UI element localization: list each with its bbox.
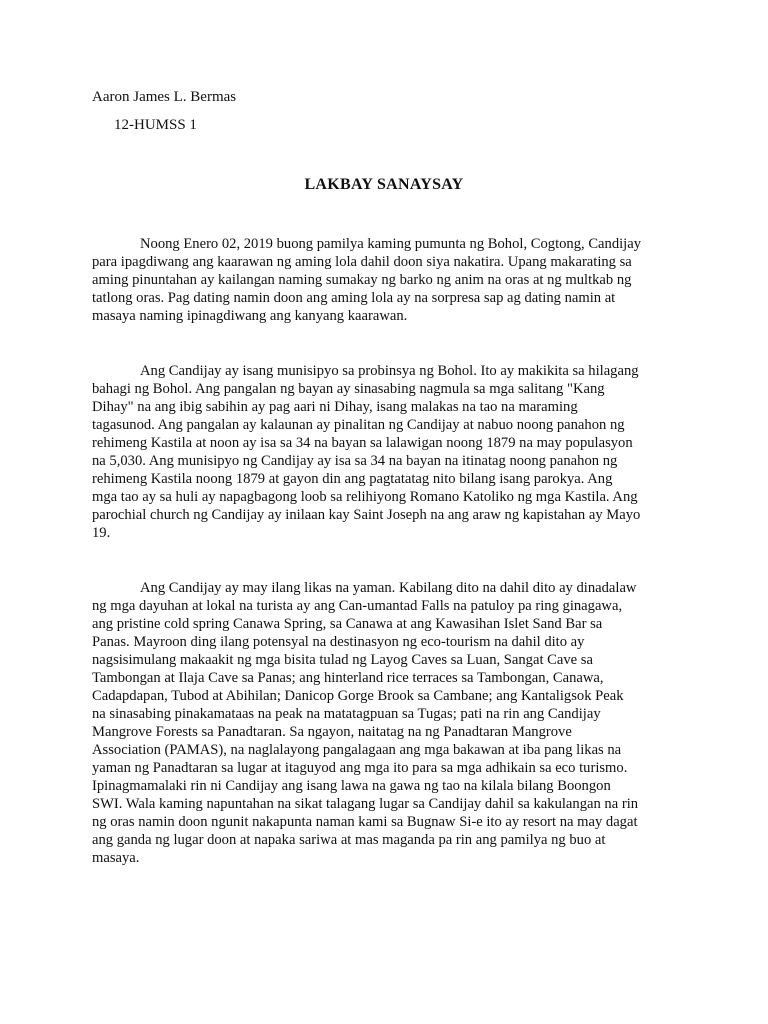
paragraph-line: ang pristine cold spring Canawa Spring, sa Canawa at ang Kawasihan Islet Sand Bar sa bbox=[92, 616, 603, 632]
paragraph-line: Ipinagmamalaki rin ni Candijay ang isang lawa na gawa ng tao na kilala bilang Boongon bbox=[92, 778, 611, 794]
paragraph-line: na sinasabing pinakamataas na peak na matatagpuan sa Tugas; pati na rin ang Candijay bbox=[92, 706, 601, 722]
paragraph-line: Panas. Mayroon ding ilang potensyal na destinasyon ng eco-tourism na dahil dito ay bbox=[92, 634, 585, 650]
paragraph-line: Noong Enero 02, 2019 buong pamilya kaming pumunta ng Bohol, Cogtong, Candijay bbox=[140, 236, 642, 252]
paragraph-line: aming pinuntahan ay kailangan naming sumakay ng barko ng anim na oras at ng multkab ng bbox=[92, 272, 632, 288]
paragraph-line: Tambongan at Ilaja Cave sa Panas; ang hinterland rice terraces sa Tambongan, Canawa, bbox=[92, 670, 604, 686]
paragraph-line: rehimeng Kastila at noon ay isa sa 34 na bayan sa lalawigan noong 1879 na may populasyon bbox=[92, 435, 633, 451]
paragraph-line: nagsisimulang makaakit ng mga bisita tulad ng Layog Caves sa Luan, Sangat Cave sa bbox=[92, 652, 593, 668]
paragraph-line: masaya. bbox=[92, 850, 140, 866]
paragraph-line: rehimeng Kastila noong 1879 at gayon din ang pagtatatag nito bilang isang parokya. Ang bbox=[92, 471, 613, 487]
paragraph-line: ang ganda ng lugar doon at napaka sariwa at mas maganda pa rin ang pamilya ng buo at bbox=[92, 832, 606, 848]
paragraph-line: 19. bbox=[92, 525, 111, 541]
paragraph-line: Association (PAMAS), na naglalayong pangalagaan ang mga bakawan at iba pang likas na bbox=[92, 742, 622, 758]
paragraph-line: Ang Candijay ay may ilang likas na yaman. Kabilang dito na dahil dito ay dinadalaw bbox=[140, 580, 637, 596]
paragraph-line: masaya naming ipinagdiwang ang kanyang kaarawan. bbox=[92, 308, 408, 324]
paragraph-line: yaman ng Panadtaran sa lugar at itaguyod ang mga ito para sa mga adhikain sa eco turismo. bbox=[92, 760, 628, 776]
paragraph-line: bahagi ng Bohol. Ang pangalan ng bayan ay sinasabing nagmula sa mga salitang "Kang bbox=[92, 381, 605, 397]
paragraph-line: Ang Candijay ay isang munisipyo sa probinsya ng Bohol. Ito ay makikita sa hilagang bbox=[140, 363, 639, 379]
paragraph-line: tatlong oras. Pag dating namin doon ang aming lola ay na sorpresa sap ag dating namin at bbox=[92, 290, 616, 306]
paragraph-line: para ipagdiwang ang kaarawan ng aming lola dahil doon siya nakatira. Upang makarating sa bbox=[92, 254, 632, 270]
paragraph-line: tagasunod. Ang pangalan ay kalaunan ay pinalitan ng Candijay at nabuo noong panahon ng bbox=[92, 417, 625, 433]
paragraph-1 bbox=[92, 235, 682, 325]
paragraph-line: ng oras namin doon ngunit nakapunta naman kami sa Bugnaw Si-e ito ay resort na may dagat bbox=[92, 814, 638, 830]
paragraph-line: na 5,030. Ang munisipyo ng Candijay ay isa sa 34 na bayan na itinatag noong panahon ng bbox=[92, 453, 618, 469]
paragraph-line: Cadapdapan, Tubod at Abihilan; Danicop Gorge Brook sa Cambane; ang Kantaligsok Peak bbox=[92, 688, 624, 704]
paragraph-line: Mangrove Forests sa Panadtaran. Sa ngayon, naitatag na ng Panadtaran Mangrove bbox=[92, 724, 572, 740]
paragraph-line: ng mga dayuhan at lokal na turista ay ang Can-umantad Falls na patuloy pa ring ginagawa, bbox=[92, 598, 623, 614]
author-name: Aaron James L. Bermas bbox=[92, 89, 237, 105]
class-section: 12-HUMSS 1 bbox=[114, 117, 197, 133]
essay-title: LAKBAY SANAYSAY bbox=[304, 176, 464, 193]
paragraph-line: Dihay" na ang ibig sabihin ay pag aari ni Dihay, isang malakas na tao na maraming bbox=[92, 399, 578, 415]
paragraph-2 bbox=[92, 362, 682, 542]
paragraph-line: mga tao ay sa huli ay napagbagong loob sa relihiyong Romano Katoliko ng mga Kastila. Ang bbox=[92, 489, 638, 505]
paragraph-line: parochial church ng Candijay ay inilaan kay Saint Joseph na ang araw ng kapistahan ay Mayo bbox=[92, 507, 641, 523]
paragraph-line: SWI. Wala kaming napuntahan na sikat talagang lugar sa Candijay dahil sa kakulangan na rin bbox=[92, 796, 639, 812]
paragraph-3 bbox=[92, 579, 682, 867]
